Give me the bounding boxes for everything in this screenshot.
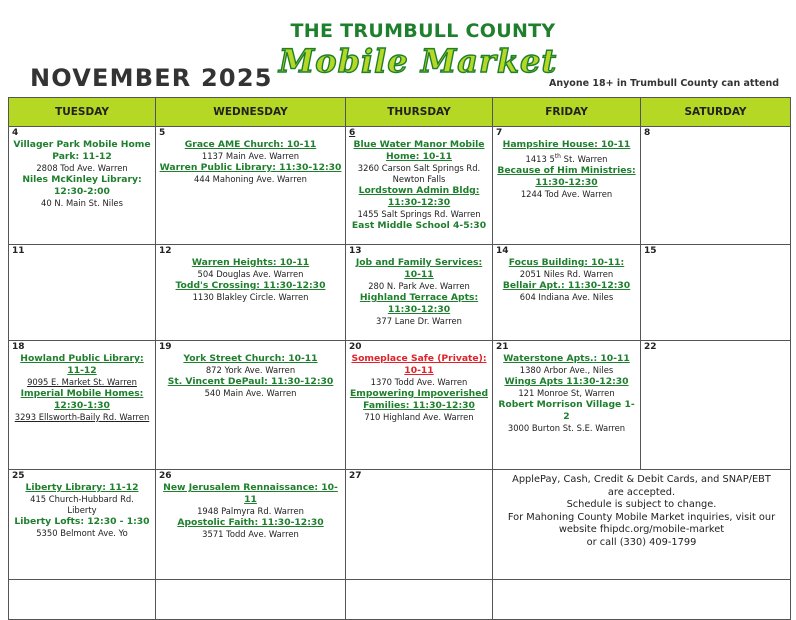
event-address: 710 Highland Ave. Warren: [364, 412, 474, 422]
event-name: Wings Apts 11:30-12:30: [504, 376, 629, 387]
market-event: [159, 139, 342, 162]
weekday-header: WEDNESDAY: [156, 98, 346, 127]
market-event: [159, 280, 342, 303]
event-address: 1137 Main Ave. Warren: [201, 151, 300, 161]
market-event: [12, 516, 152, 539]
event-address: 604 Indiana Ave. Niles: [519, 292, 614, 302]
event-name: Blue Water Manor Mobile Home: 10-11: [353, 139, 485, 162]
market-event: [349, 292, 489, 327]
day-number: 11: [12, 246, 25, 256]
day-cell: [9, 341, 156, 470]
day-cell: [9, 470, 156, 580]
day-cell: [9, 245, 156, 341]
day-number: 15: [644, 246, 657, 256]
event-name: Grace AME Church: 10-11: [184, 139, 317, 150]
event-address: 377 Lane Dr. Warren: [376, 316, 462, 326]
event-name: St. Vincent DePaul: 11:30-12:30: [167, 376, 334, 387]
day-number: 8: [644, 128, 651, 138]
market-event: [496, 165, 637, 200]
market-event: [496, 353, 637, 376]
event-name: Warren Public Library: 11:30-12:30: [159, 162, 342, 173]
event-address: Newton Falls: [392, 174, 446, 184]
market-event: [349, 353, 489, 388]
event-name: Someplace Safe (Private): 10-11: [351, 353, 487, 376]
day-cell: [493, 245, 641, 341]
market-event: [159, 353, 342, 376]
event-name: Focus Building: 10-11:: [508, 257, 625, 268]
event-address: 504 Douglas Ave. Warren: [197, 269, 304, 279]
market-event: [349, 257, 489, 292]
weekday-header-row: [9, 98, 791, 127]
day-cell: [641, 341, 791, 470]
event-address: 3571 Todd Ave. Warren: [202, 529, 299, 539]
event-address: 1244 Tod Ave. Warren: [520, 188, 613, 199]
weekday-header: SATURDAY: [641, 98, 791, 127]
market-event: [12, 139, 152, 174]
day-number: 19: [159, 342, 172, 352]
event-name: Waterstone Apts.: 10-11: [503, 353, 630, 364]
payment-info: [493, 470, 790, 553]
market-event: [12, 482, 152, 516]
event-address: 2808 Tod Ave. Warren: [36, 163, 128, 173]
market-event: [159, 257, 342, 280]
week-row: [9, 470, 791, 580]
event-address: 1380 Arbor Ave., Niles: [519, 365, 614, 375]
info-line: are accepted.: [607, 486, 676, 498]
day-number: 14: [496, 246, 509, 256]
info-line: website fhipdc.org/mobile-market: [558, 524, 725, 535]
attendance-note: Anyone 18+ in Trumbull County can attend: [549, 78, 780, 89]
market-event: [349, 388, 489, 423]
day-number: 5: [159, 128, 166, 138]
event-address: 1370 Todd Ave. Warren: [370, 377, 468, 387]
event-name: Bellair Apt.: 11:30-12:30: [502, 280, 631, 291]
week-row: [9, 341, 791, 470]
week-row: [9, 127, 791, 245]
market-event: [159, 376, 342, 399]
info-line: or call (330) 409-1799: [586, 536, 697, 548]
event-address: Liberty: [67, 505, 97, 515]
empty-cell: [156, 580, 346, 620]
day-cell: [346, 245, 493, 341]
event-name: Highland Terrace Apts: 11:30-12:30: [359, 292, 479, 315]
event-address: 872 York Ave. Warren: [205, 365, 296, 375]
weekday-header: THURSDAY: [346, 98, 493, 127]
day-number: 18: [12, 342, 25, 352]
market-event: [349, 139, 489, 185]
market-event: [12, 388, 152, 423]
event-name: Howland Public Library: 11-12: [20, 353, 144, 376]
event-name: New Jerusalem Rennaissance: 10-11: [163, 482, 338, 505]
event-name: Liberty Library: 11-12: [25, 482, 139, 493]
market-event: [496, 280, 637, 303]
day-cell: [641, 127, 791, 245]
event-name: Todd's Crossing: 11:30-12:30: [175, 280, 326, 291]
event-address: 540 Main Ave. Warren: [204, 388, 297, 398]
calendar-table: [8, 97, 791, 620]
event-address: 121 Monroe St, Warren: [518, 388, 615, 398]
event-name: Apostolic Faith: 11:30-12:30: [177, 517, 324, 528]
empty-cell: [9, 580, 156, 620]
event-name: Hampshire House: 10-11: [502, 139, 631, 150]
day-cell: [156, 341, 346, 470]
week-row: [9, 580, 791, 620]
event-name: Because of Him Ministries: 11:30-12:30: [497, 164, 636, 188]
event-address: 1413 5th St. Warren: [525, 153, 608, 164]
market-event: [12, 353, 152, 388]
week-row: [9, 245, 791, 341]
county-title: THE TRUMBULL COUNTY: [290, 20, 556, 42]
day-number: 20: [349, 342, 362, 352]
event-address: 3000 Burton St. S.E. Warren: [507, 423, 626, 433]
empty-cell: [346, 580, 493, 620]
month-title: NOVEMBER 2025: [30, 64, 273, 92]
info-line: For Mahoning County Mobile Market inquiries, visit our: [507, 511, 776, 523]
event-address: 1130 Blakley Circle. Warren: [192, 292, 309, 302]
event-name: York Street Church: 10-11: [183, 353, 318, 364]
event-name: Villager Park Mobile Home Park: 11-12: [13, 139, 151, 162]
market-event: [159, 517, 342, 540]
day-number: 13: [349, 246, 362, 256]
event-address: 2051 Niles Rd. Warren: [519, 269, 614, 279]
market-event: [496, 399, 637, 434]
day-number: 25: [12, 471, 25, 481]
event-name: East Middle School 4-5:30: [351, 220, 487, 231]
day-cell: [346, 341, 493, 470]
day-cell: [346, 470, 493, 580]
event-name: Lordstown Admin Bldg: 11:30-12:30: [358, 185, 480, 208]
market-event: [349, 185, 489, 220]
day-cell: [9, 127, 156, 245]
day-number: 6: [349, 128, 356, 138]
day-cell: [493, 341, 641, 470]
day-cell: [156, 470, 346, 580]
info-line: ApplePay, Cash, Credit & Debit Cards, and SNAP/EBT: [512, 474, 771, 485]
empty-cell: [493, 580, 791, 620]
event-address: 280 N. Park Ave. Warren: [368, 281, 470, 291]
event-name: Imperial Mobile Homes: 12:30-1:30: [20, 388, 144, 411]
day-number: 27: [349, 471, 362, 481]
event-address: 415 Church-Hubbard Rd.: [30, 494, 134, 504]
market-event: [159, 482, 342, 517]
event-name: Empowering Impoverished Families: 11:30-12:30: [349, 388, 489, 411]
event-name: Job and Family Services: 10-11: [355, 257, 483, 280]
day-cell: [346, 127, 493, 245]
event-address: 1455 Salt Springs Rd. Warren: [357, 209, 481, 219]
day-number: 12: [159, 246, 172, 256]
day-cell: [641, 245, 791, 341]
event-address: 444 Mahoning Ave. Warren: [194, 174, 307, 184]
weekday-header: FRIDAY: [493, 98, 641, 127]
event-address: 5350 Belmont Ave. Yo: [36, 528, 128, 538]
event-name: Warren Heights: 10-11: [191, 257, 310, 268]
day-number: 26: [159, 471, 172, 481]
day-number: 7: [496, 128, 503, 138]
day-number: 4: [12, 128, 19, 138]
event-name: Niles McKinley Library: 12:30-2:00: [22, 174, 142, 197]
market-event: [159, 162, 342, 185]
event-address: 9095 E. Market St. Warren: [27, 377, 137, 387]
info-line: Schedule is subject to change.: [566, 499, 717, 510]
event-address: 40 N. Main St. Niles: [41, 198, 123, 208]
market-event: [496, 139, 637, 165]
event-name: Robert Morrison Village 1-2: [498, 399, 635, 422]
market-event: [12, 174, 152, 209]
day-number: 22: [644, 342, 657, 352]
event-address: 1948 Palmyra Rd. Warren: [197, 506, 304, 516]
day-cell: [156, 127, 346, 245]
day-cell: [156, 245, 346, 341]
market-event: [496, 376, 637, 399]
market-event: [496, 257, 637, 280]
day-number: 21: [496, 342, 509, 352]
weekday-header: TUESDAY: [9, 98, 156, 127]
event-address: 3293 Ellsworth-Baily Rd. Warren: [14, 412, 150, 422]
market-event: [349, 220, 489, 232]
info-cell: [493, 470, 791, 580]
event-address: 3260 Carson Salt Springs Rd.: [357, 163, 481, 173]
day-cell: [493, 127, 641, 245]
mobile-market-logo: Mobile Market: [278, 42, 558, 80]
event-name: Liberty Lofts: 12:30 - 1:30: [14, 516, 150, 527]
